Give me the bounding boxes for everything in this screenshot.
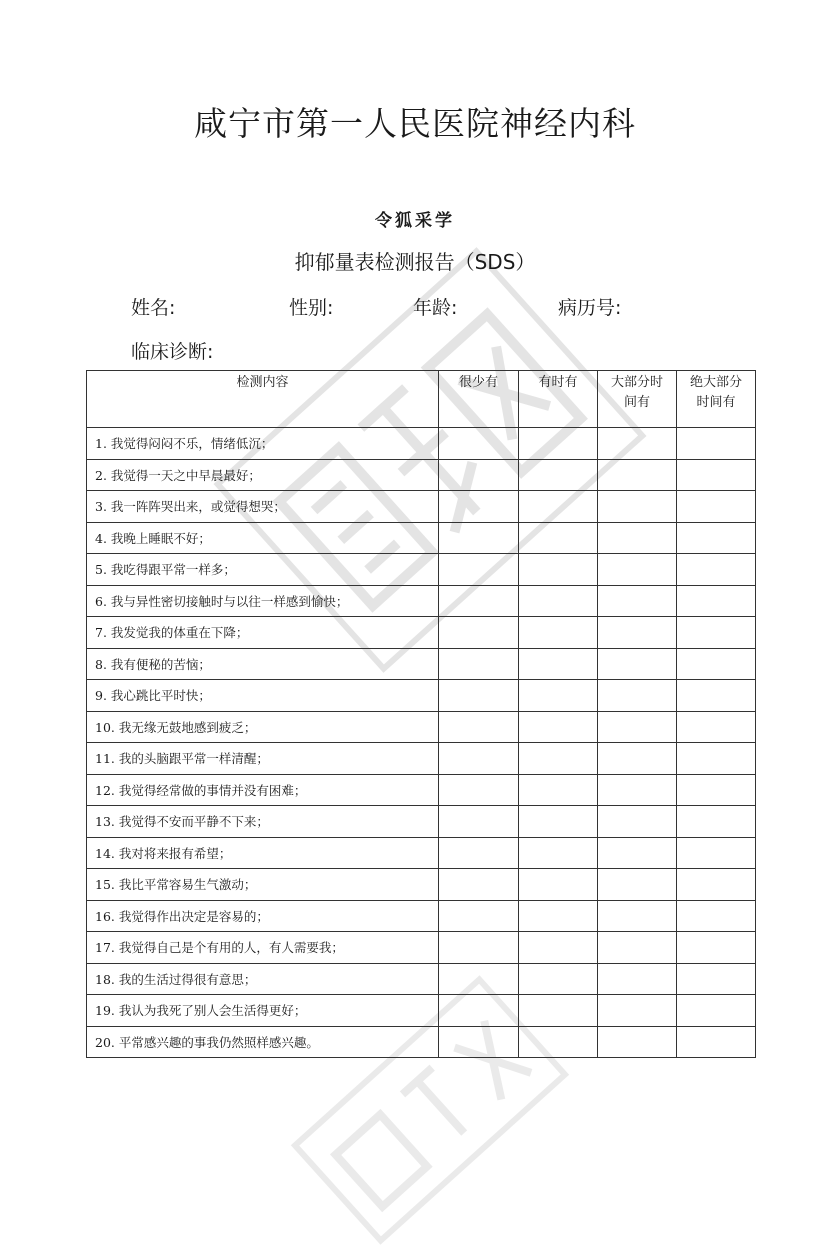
table-row <box>87 459 756 491</box>
answer-cell[interactable] <box>519 995 598 1027</box>
answer-cell[interactable] <box>677 680 756 712</box>
item-text: 11. 我的头脑跟平常一样清醒； <box>87 743 439 775</box>
record-number-label: 病历号: <box>558 297 622 319</box>
answer-cell[interactable] <box>677 554 756 586</box>
answer-cell[interactable] <box>598 428 677 460</box>
table-row <box>87 900 756 932</box>
table-row <box>87 711 756 743</box>
answer-cell[interactable] <box>677 522 756 554</box>
table-row <box>87 617 756 649</box>
answer-cell[interactable] <box>677 743 756 775</box>
item-text: 20. 平常感兴趣的事我仍然照样感兴趣。 <box>87 1026 439 1058</box>
hospital-title: 咸宁市第一人民医院神经内科 <box>194 104 636 143</box>
item-text: 5. 我吃得跟平常一样多； <box>87 554 439 586</box>
answer-cell[interactable] <box>677 869 756 901</box>
header-sometimes: 有时有 <box>519 371 598 428</box>
answer-cell[interactable] <box>677 995 756 1027</box>
item-text: 18. 我的生活过得很有意思； <box>87 963 439 995</box>
answer-cell[interactable] <box>519 522 598 554</box>
answer-cell[interactable] <box>519 1026 598 1058</box>
answer-cell[interactable] <box>598 491 677 523</box>
answer-cell[interactable] <box>519 554 598 586</box>
answer-cell[interactable] <box>439 617 519 649</box>
answer-cell[interactable] <box>519 774 598 806</box>
answer-cell[interactable] <box>598 837 677 869</box>
table-header-row <box>87 371 756 428</box>
answer-cell[interactable] <box>519 648 598 680</box>
item-text: 17. 我觉得自己是个有用的人，有人需要我； <box>87 932 439 964</box>
answer-cell[interactable] <box>598 774 677 806</box>
answer-cell[interactable] <box>598 806 677 838</box>
answer-cell[interactable] <box>598 711 677 743</box>
item-text: 1. 我觉得闷闷不乐，情绪低沉； <box>87 428 439 460</box>
answer-cell[interactable] <box>677 837 756 869</box>
table-row <box>87 554 756 586</box>
item-text: 7. 我发觉我的体重在下降； <box>87 617 439 649</box>
answer-cell[interactable] <box>598 932 677 964</box>
answer-cell[interactable] <box>598 900 677 932</box>
answer-cell[interactable] <box>598 963 677 995</box>
answer-cell[interactable] <box>439 459 519 491</box>
answer-cell[interactable] <box>439 680 519 712</box>
item-text: 19. 我认为我死了别人会生活得更好； <box>87 995 439 1027</box>
item-text: 10. 我无缘无鼓地感到疲乏； <box>87 711 439 743</box>
answer-cell[interactable] <box>439 1026 519 1058</box>
answer-cell[interactable] <box>677 1026 756 1058</box>
header-rarely: 很少有 <box>439 371 519 428</box>
answer-cell[interactable] <box>519 428 598 460</box>
name-label: 姓名: <box>131 297 176 319</box>
answer-cell[interactable] <box>439 428 519 460</box>
answer-cell[interactable] <box>519 459 598 491</box>
answer-cell[interactable] <box>598 869 677 901</box>
answer-cell[interactable] <box>439 995 519 1027</box>
table-row <box>87 680 756 712</box>
answer-cell[interactable] <box>439 554 519 586</box>
item-text: 9. 我心跳比平时快； <box>87 680 439 712</box>
answer-cell[interactable] <box>677 963 756 995</box>
answer-cell[interactable] <box>598 617 677 649</box>
answer-cell[interactable] <box>598 585 677 617</box>
answer-cell[interactable] <box>519 711 598 743</box>
answer-cell[interactable] <box>677 806 756 838</box>
item-text: 6. 我与异性密切接触时与以往一样感到愉快； <box>87 585 439 617</box>
answer-cell[interactable] <box>439 491 519 523</box>
answer-cell[interactable] <box>677 585 756 617</box>
answer-cell[interactable] <box>677 648 756 680</box>
table-row <box>87 648 756 680</box>
table-row <box>87 932 756 964</box>
answer-cell[interactable] <box>519 491 598 523</box>
answer-cell[interactable] <box>598 1026 677 1058</box>
author-mark: 令狐采学 <box>375 211 455 231</box>
answer-cell[interactable] <box>439 585 519 617</box>
header-most-time: 大部分时间有 <box>598 371 677 428</box>
table-row <box>87 743 756 775</box>
header-almost-always: 绝大部分时间有 <box>677 371 756 428</box>
table-row <box>87 1026 756 1058</box>
header-content: 检测内容 <box>87 371 439 428</box>
answer-cell[interactable] <box>439 774 519 806</box>
answer-cell[interactable] <box>519 617 598 649</box>
table-row <box>87 963 756 995</box>
report-title: 抑郁量表检测报告（SDS） <box>294 250 536 274</box>
table-row <box>87 995 756 1027</box>
answer-cell[interactable] <box>677 711 756 743</box>
item-text: 4. 我晚上睡眠不好； <box>87 522 439 554</box>
answer-cell[interactable] <box>439 711 519 743</box>
table-row <box>87 522 756 554</box>
answer-cell[interactable] <box>439 932 519 964</box>
answer-cell[interactable] <box>598 995 677 1027</box>
answer-cell[interactable] <box>439 522 519 554</box>
answer-cell[interactable] <box>598 554 677 586</box>
answer-cell[interactable] <box>677 617 756 649</box>
table-row <box>87 491 756 523</box>
answer-cell[interactable] <box>598 459 677 491</box>
table-row <box>87 806 756 838</box>
item-text: 12. 我觉得经常做的事情并没有困难； <box>87 774 439 806</box>
answer-cell[interactable] <box>519 806 598 838</box>
answer-cell[interactable] <box>519 869 598 901</box>
table-row <box>87 585 756 617</box>
answer-cell[interactable] <box>598 648 677 680</box>
item-text: 13. 我觉得不安而平静不下来； <box>87 806 439 838</box>
answer-cell[interactable] <box>439 900 519 932</box>
answer-cell[interactable] <box>519 680 598 712</box>
table-row <box>87 837 756 869</box>
answer-cell[interactable] <box>439 837 519 869</box>
table-row <box>87 428 756 460</box>
answer-cell[interactable] <box>677 932 756 964</box>
answer-cell[interactable] <box>439 648 519 680</box>
answer-cell[interactable] <box>519 585 598 617</box>
item-text: 16. 我觉得作出决定是容易的； <box>87 900 439 932</box>
item-text: 15. 我比平常容易生气激动； <box>87 869 439 901</box>
answer-cell[interactable] <box>439 806 519 838</box>
answer-cell[interactable] <box>439 963 519 995</box>
answer-cell[interactable] <box>677 491 756 523</box>
answer-cell[interactable] <box>677 459 756 491</box>
gender-label: 性别: <box>289 297 334 319</box>
answer-cell[interactable] <box>598 522 677 554</box>
item-text: 2. 我觉得一天之中早晨最好； <box>87 459 439 491</box>
answer-cell[interactable] <box>519 837 598 869</box>
answer-cell[interactable] <box>598 680 677 712</box>
answer-cell[interactable] <box>677 428 756 460</box>
diagnosis-label: 临床诊断: <box>131 341 214 363</box>
sds-scale-table <box>86 370 756 1058</box>
answer-cell[interactable] <box>519 932 598 964</box>
age-label: 年龄: <box>413 297 458 319</box>
item-text: 8. 我有便秘的苦恼； <box>87 648 439 680</box>
answer-cell[interactable] <box>519 963 598 995</box>
answer-cell[interactable] <box>519 743 598 775</box>
answer-cell[interactable] <box>439 743 519 775</box>
answer-cell[interactable] <box>677 774 756 806</box>
item-text: 14. 我对将来报有希望； <box>87 837 439 869</box>
table-row <box>87 869 756 901</box>
answer-cell[interactable] <box>519 900 598 932</box>
answer-cell[interactable] <box>677 900 756 932</box>
table-row <box>87 774 756 806</box>
answer-cell[interactable] <box>439 869 519 901</box>
answer-cell[interactable] <box>598 743 677 775</box>
item-text: 3. 我一阵阵哭出来，或觉得想哭； <box>87 491 439 523</box>
